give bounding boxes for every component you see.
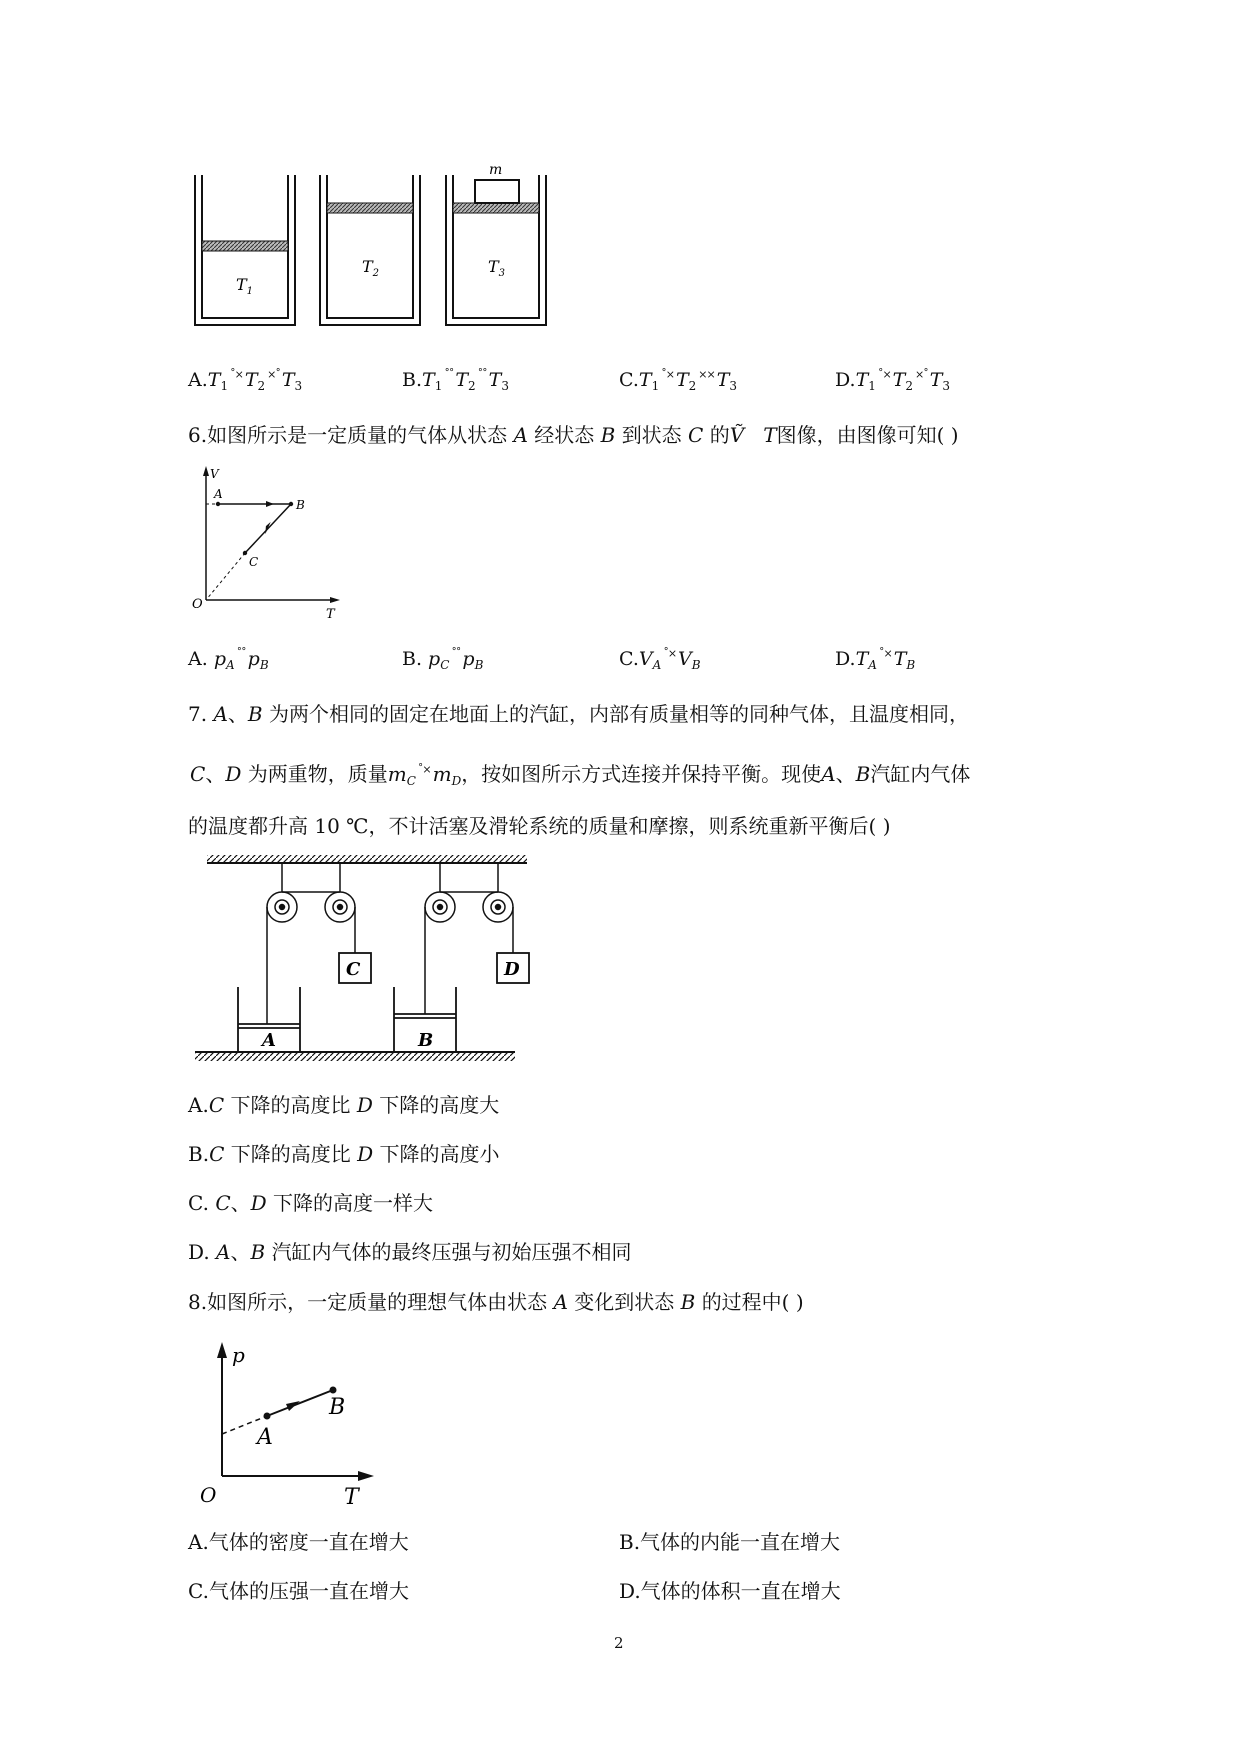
svg-text:A: A (214, 487, 223, 501)
origin-label: O (200, 1483, 217, 1507)
pulley-figure (192, 852, 542, 1067)
piston-3 (453, 203, 539, 213)
q6-option-c[interactable]: $C.V_A^{˚\times}$ $V_B$ (619, 647, 701, 672)
pulley-group-right (425, 863, 513, 1014)
mass-block (475, 180, 519, 203)
v-axis-label: V (210, 467, 219, 481)
weight-d-label: D (504, 959, 520, 980)
svg-text:B: B (296, 498, 305, 512)
weight-c-label: C (346, 959, 361, 980)
q7-option-d[interactable]: D. A、B 汽缸内气体的最终压强与初始压强不相同 (188, 1240, 632, 1264)
point-a (264, 1413, 271, 1420)
p-axis-label: p (232, 1343, 245, 1367)
svg-text:C: C (249, 555, 259, 569)
point-b (289, 502, 293, 506)
q7-option-a[interactable]: A.C 下降的高度比 D 下降的高度大 (188, 1093, 500, 1117)
q7-stem-line3: 的温度都升高 10 ℃，不计活塞及滑轮系统的质量和摩擦，则系统重新平衡后( ) (188, 814, 891, 838)
q8-stem: 8.如图所示，一定质量的理想气体由状态 A 变化到状态 B 的过程中( ) (188, 1290, 804, 1314)
q7-option-b[interactable]: B.C 下降的高度比 D 下降的高度小 (188, 1142, 500, 1166)
temp-label-2: $T_2$ (362, 257, 380, 279)
pulley-group-left (267, 863, 355, 1024)
q7-stem-line2: C、D 为两重物，质量$m_C^{˚\times}$ $m_D$，按如图所示方式连接并保持平衡。现使A、B汽缸内气体 (190, 762, 971, 788)
q8-option-a[interactable]: A.气体的密度一直在增大 (188, 1530, 409, 1554)
cylinder-a-label: A (262, 1030, 276, 1051)
piston-2 (327, 203, 413, 213)
temp-label-3: $T_3$ (488, 257, 506, 279)
piston-1 (202, 241, 288, 251)
page-number: 2 (614, 1634, 624, 1652)
temp-label-1: $T_1$ (236, 275, 254, 297)
origin-label: O (192, 597, 203, 612)
p-t-graph (198, 1338, 388, 1510)
q5-option-d[interactable]: $D.T_1^{˚\times}$ $T_2^{\times˚}$ $T_3$ (835, 368, 951, 393)
q8-option-b[interactable]: B.气体的内能一直在增大 (619, 1530, 841, 1554)
q7-stem-line1: 7. A、B 为两个相同的固定在地面上的汽缸，内部有质量相等的同种气体，且温度相同， (188, 702, 969, 726)
point-c (243, 551, 247, 555)
t-axis-label: T (326, 607, 335, 622)
cylinder-b-label: B (418, 1030, 434, 1051)
t-axis-label: T (344, 1485, 359, 1510)
mass-label: m (489, 162, 503, 178)
svg-text:B: B (329, 1395, 346, 1420)
q8-option-c[interactable]: C.气体的压强一直在增大 (188, 1579, 409, 1603)
svg-text:A: A (257, 1425, 273, 1450)
q5-option-c[interactable]: $C.T_1^{˚\times}$ $T_2^{\times\times}$ $T_3$ (619, 368, 738, 393)
q5-option-a[interactable]: $A.T_1^{˚\times}$ $T_2^{\times˚}$ $T_3$ (188, 368, 303, 393)
q5-option-b[interactable]: $B.T_1^{˚˚}$ $T_2^{˚˚}$ $T_3$ (402, 368, 509, 393)
q6-option-d[interactable]: $D.T_A^{˚\times}$ $T_B$ (835, 647, 916, 672)
q7-option-c[interactable]: C. C、D 下降的高度一样大 (188, 1191, 434, 1215)
q6-option-a[interactable]: A. $p_A^{˚˚}$ $p_B$ (188, 647, 269, 672)
q6-stem: 6.如图所示是一定质量的气体从状态 A 经状态 B 到状态 C 的Ṽ T图像，由图像可知( ) (188, 423, 959, 447)
q8-option-d[interactable]: D.气体的体积一直在增大 (619, 1579, 841, 1603)
q6-option-b[interactable]: B. $p_C^{˚˚}$ $p_B$ (402, 647, 484, 672)
point-a (216, 502, 220, 506)
v-t-graph (186, 462, 346, 622)
point-b (330, 1387, 337, 1394)
cylinder-2 (320, 175, 420, 325)
cylinder-figure (190, 160, 560, 335)
